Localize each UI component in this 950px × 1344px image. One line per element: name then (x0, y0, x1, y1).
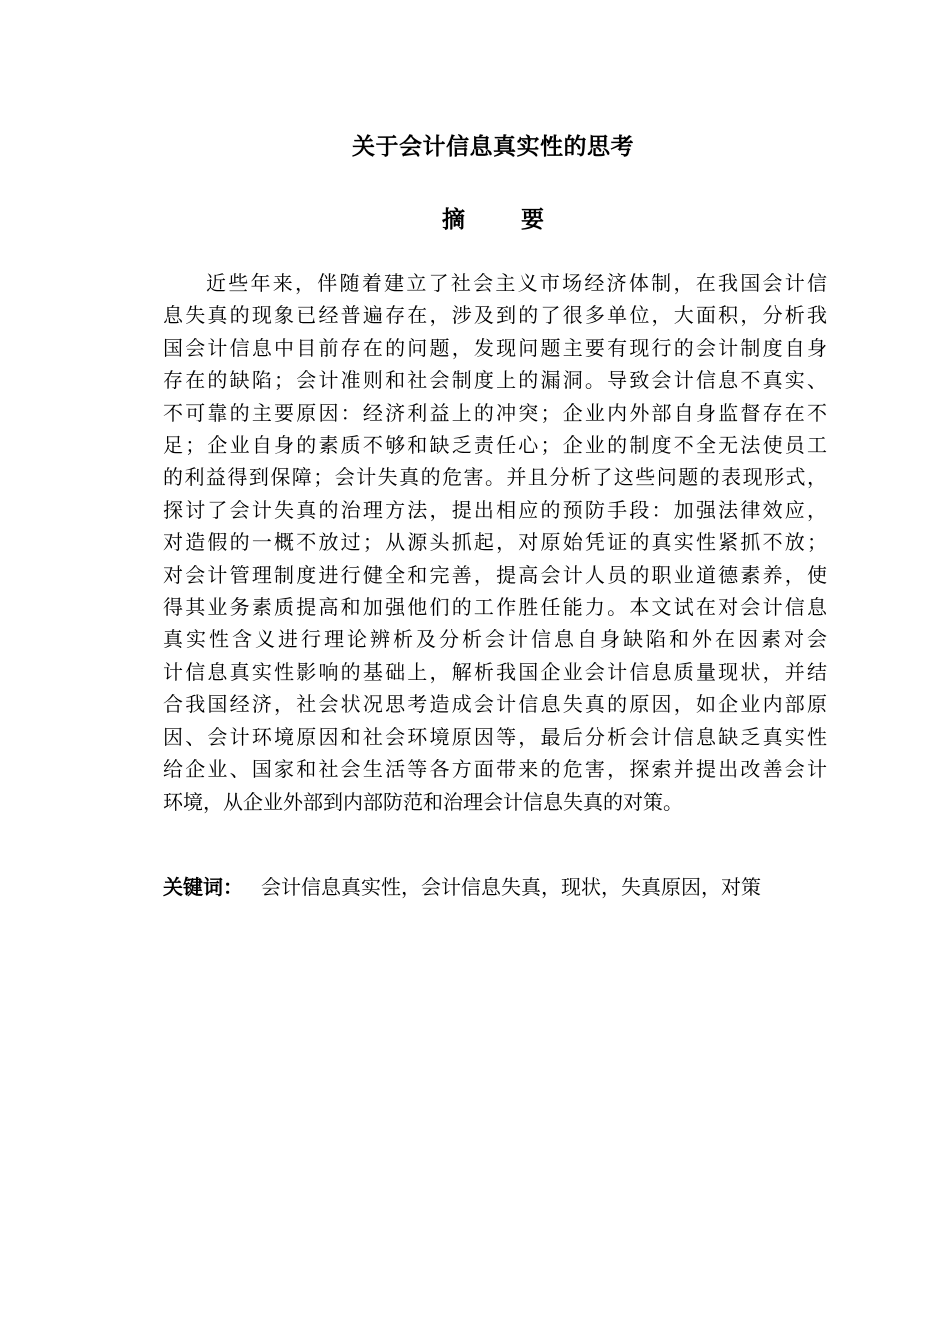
abstract-body (163, 267, 827, 818)
paper-title: 关于会计信息真实性的思考 (352, 134, 634, 160)
abstract-line: 存在的缺陷；会计准则和社会制度上的漏洞。导致会计信息不真实、 (163, 368, 827, 393)
abstract-line: 得其业务素质提高和加强他们的工作胜任能力。本文试在对会计信息 (163, 595, 827, 620)
abstract-heading (0, 201, 950, 234)
keywords-row (163, 871, 827, 900)
abstract-line: 足；企业自身的素质不够和缺乏责任心；企业的制度不全无法使员工 (163, 433, 827, 458)
keywords-text: 会计信息真实性，会计信息失真，现状，失真原因，对策 (261, 875, 761, 899)
abstract-line: 的利益得到保障；会计失真的危害。并且分析了这些问题的表现形式， (163, 465, 827, 490)
abstract-heading-char-2: 要 (521, 207, 544, 233)
abstract-line: 息失真的现象已经普遍存在，涉及到的了很多单位，大面积，分析我 (163, 303, 827, 328)
keywords-label: 关键词： (163, 875, 243, 899)
abstract-heading-char-1: 摘 (442, 207, 465, 233)
abstract-line: 国会计信息中目前存在的问题，发现问题主要有现行的会计制度自身 (163, 335, 827, 360)
abstract-line: 真实性含义进行理论辨析及分析会计信息自身缺陷和外在因素对会 (163, 627, 827, 652)
abstract-line: 计信息真实性影响的基础上，解析我国企业会计信息质量现状，并结 (163, 659, 827, 684)
abstract-line: 探讨了会计失真的治理方法，提出相应的预防手段：加强法律效应， (163, 497, 827, 522)
abstract-line: 对会计管理制度进行健全和完善，提高会计人员的职业道德素养，使 (163, 562, 827, 587)
abstract-line: 合我国经济，社会状况思考造成会计信息失真的原因，如企业内部原 (163, 692, 827, 717)
abstract-line: 近些年来，伴随着建立了社会主义市场经济体制，在我国会计信 (206, 271, 827, 295)
abstract-line: 因、会计环境原因和社会环境原因等，最后分析会计信息缺乏真实性 (163, 724, 827, 749)
abstract-line: 环境，从企业外部到内部防范和治理会计信息失真的对策。 (163, 789, 683, 814)
abstract-line: 不可靠的主要原因：经济利益上的冲突；企业内外部自身监督存在不 (163, 400, 827, 425)
abstract-line: 对造假的一概不放过；从源头抓起，对原始凭证的真实性紧抓不放； (163, 530, 827, 555)
abstract-line: 给企业、国家和社会生活等各方面带来的危害，探索并提出改善会计 (163, 757, 827, 782)
